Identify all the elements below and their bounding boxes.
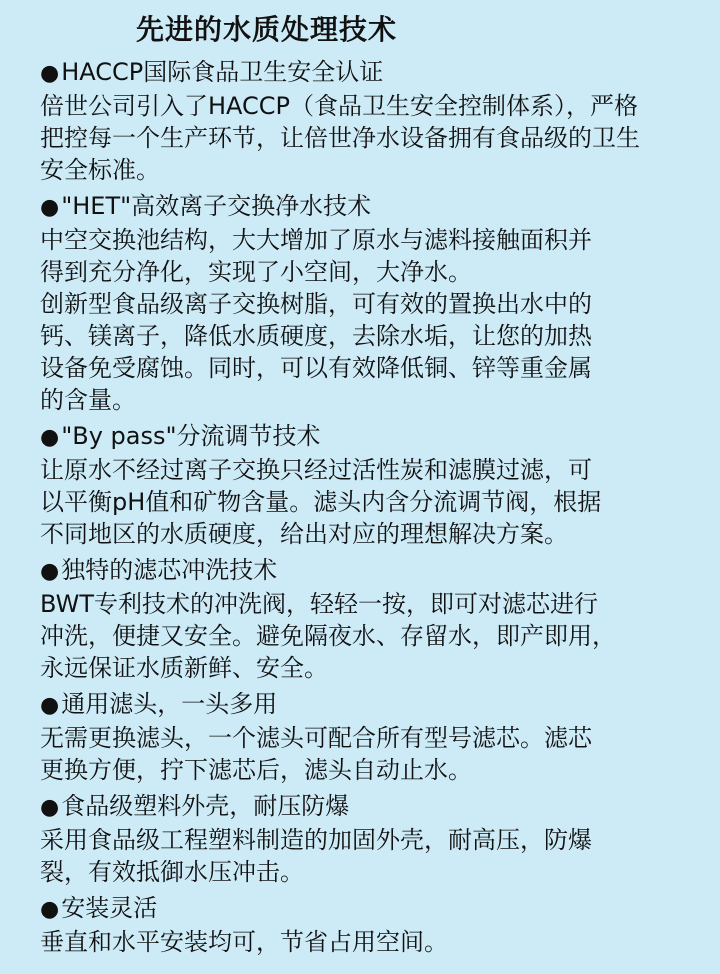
section-heading-text: "HET"高效离子交换净水技术 xyxy=(61,192,372,220)
section-paragraph xyxy=(40,722,706,786)
paragraph-line: 让原水不经过离子交换只经过活性炭和滤膜过滤，可 xyxy=(40,456,592,484)
page-title: 先进的水质处理技术 xyxy=(136,13,398,46)
section-heading xyxy=(40,688,706,722)
bullet-icon: ● xyxy=(40,425,60,450)
section-heading xyxy=(40,790,706,824)
paragraph-line: 采用食品级工程塑料制造的加固外壳，耐高压，防爆 xyxy=(40,826,592,854)
section-heading xyxy=(40,56,706,90)
paragraph-line: 以平衡pH值和矿物含量。滤头内含分流调节阀，根据 xyxy=(40,488,602,516)
section-paragraph xyxy=(40,588,706,684)
section-paragraph xyxy=(40,224,706,288)
feature-section xyxy=(40,892,706,958)
section-heading xyxy=(40,892,706,926)
feature-section xyxy=(40,554,706,684)
paragraph-line: 更换方便，拧下滤芯后，滤头自动止水。 xyxy=(40,756,472,784)
paragraph-line: 钙、镁离子，降低水质硬度，去除水垢，让您的加热 xyxy=(40,322,592,350)
paragraph-line: 中空交换池结构，大大增加了原水与滤料接触面积并 xyxy=(40,226,592,254)
feature-section xyxy=(40,790,706,888)
paragraph-line: 裂，有效抵御水压冲击。 xyxy=(40,858,304,886)
section-heading xyxy=(40,554,706,588)
section-heading-text: HACCP国际食品卫生安全认证 xyxy=(61,58,384,86)
section-paragraph xyxy=(40,90,706,186)
paragraph-line: 垂直和水平安装均可，节省占用空间。 xyxy=(40,928,448,956)
paragraph-line: 冲洗，便捷又安全。避免隔夜水、存留水，即产即用， xyxy=(40,622,616,650)
section-paragraph xyxy=(40,288,706,416)
section-heading-text: 食品级塑料外壳，耐压防爆 xyxy=(61,792,350,820)
section-heading xyxy=(40,190,706,224)
section-paragraph xyxy=(40,454,706,550)
bullet-icon: ● xyxy=(40,795,60,820)
paragraph-line: 安全标准。 xyxy=(40,156,160,184)
paragraph-line: 设备免受腐蚀。同时，可以有效降低铜、锌等重金属 xyxy=(40,354,592,382)
section-heading-text: 安装灵活 xyxy=(61,894,158,922)
bullet-icon: ● xyxy=(40,195,60,220)
section-paragraph xyxy=(40,824,706,888)
bullet-icon: ● xyxy=(40,693,60,718)
bullet-icon: ● xyxy=(40,559,60,584)
section-paragraph xyxy=(40,926,706,958)
feature-section xyxy=(40,688,706,786)
paragraph-line: 把控每一个生产环节，让倍世净水设备拥有食品级的卫生 xyxy=(40,124,640,152)
feature-section xyxy=(40,190,706,416)
bullet-icon: ● xyxy=(40,61,60,86)
feature-list xyxy=(40,56,706,958)
feature-section xyxy=(40,420,706,550)
section-heading-text: 独特的滤芯冲洗技术 xyxy=(61,556,278,584)
paragraph-line: 不同地区的水质硬度，给出对应的理想解决方案。 xyxy=(40,520,568,548)
bullet-icon: ● xyxy=(40,897,60,922)
feature-section xyxy=(40,56,706,186)
paragraph-line: 倍世公司引入了HACCP（食品卫生安全控制体系），严格 xyxy=(40,92,639,120)
paragraph-line: BWT专利技术的冲洗阀，轻轻一按，即可对滤芯进行 xyxy=(40,590,598,618)
section-heading-text: 通用滤头，一头多用 xyxy=(61,690,278,718)
section-heading xyxy=(40,420,706,454)
paragraph-line: 得到充分净化，实现了小空间，大净水。 xyxy=(40,258,472,286)
paragraph-line: 的含量。 xyxy=(40,386,136,414)
section-heading-text: "By pass"分流调节技术 xyxy=(61,422,321,450)
paragraph-line: 永远保证水质新鲜、安全。 xyxy=(40,654,328,682)
paragraph-line: 创新型食品级离子交换树脂，可有效的置换出水中的 xyxy=(40,290,592,318)
paragraph-line: 无需更换滤头，一个滤头可配合所有型号滤芯。滤芯 xyxy=(40,724,592,752)
